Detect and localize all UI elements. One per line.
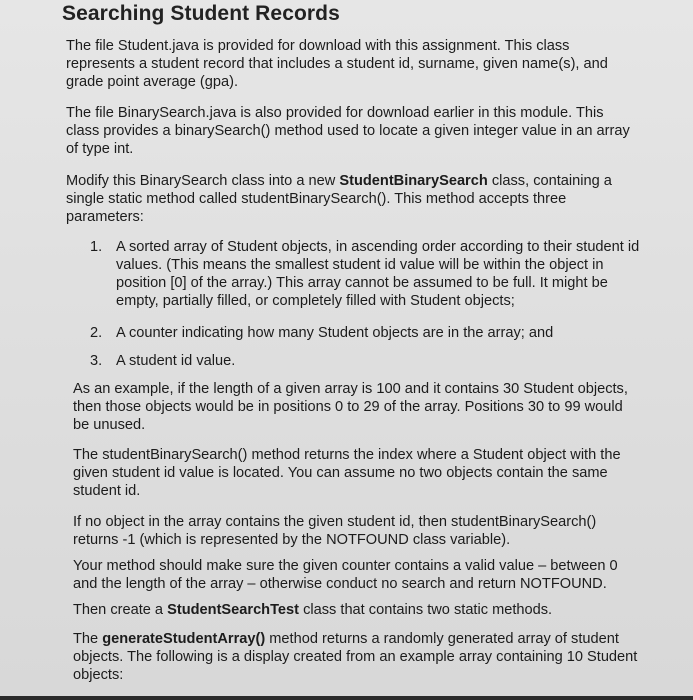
text-line: student id. <box>73 483 141 499</box>
class-name-bold: StudentSearchTest <box>167 602 300 618</box>
paragraph-student-file <box>66 37 608 91</box>
text-line <box>66 172 612 190</box>
text-line: Your method should make sure the given counter contains a valid value – between 0 <box>73 558 618 574</box>
text-line: then those objects would be in positions 0 to 29 of the array. Positions 30 to 99 would <box>73 399 623 415</box>
list-number: 1. <box>90 239 103 255</box>
text-line: given student id value is located. You can assume no two objects contain the same <box>73 465 608 481</box>
text-line: If no object in the array contains the given student id, then studentBinarySearch() <box>73 514 597 530</box>
list-item-text <box>116 238 639 310</box>
text-line: parameters: <box>66 209 144 225</box>
list-item-text <box>116 352 235 370</box>
text-span: Modify this BinarySearch class into a new <box>66 173 340 189</box>
text-line: and the length of the array – otherwise conduct no search and return NOTFOUND. <box>73 576 607 592</box>
text-line: single static method called studentBinarySearch(). This method accepts three <box>66 191 567 207</box>
text-line: objects. The following is a display created from an example array containing 10 Student <box>73 649 638 665</box>
list-number: 2. <box>90 325 103 341</box>
text-span: class that contains two static methods. <box>299 602 553 618</box>
list-item-text <box>116 324 553 342</box>
paragraph-binarysearch-file <box>66 104 630 158</box>
text-line: be unused. <box>73 417 146 433</box>
text-line: The studentBinarySearch() method returns the index where a Student object with the <box>73 447 621 463</box>
bottom-divider <box>0 696 693 700</box>
text-span: class, containing a <box>487 173 612 189</box>
text-line: A student id value. <box>116 353 236 369</box>
text-line: class provides a binarySearch() method used to locate a given integer value in an array <box>66 123 630 139</box>
text-span: Then create a <box>73 602 168 618</box>
page-title: Searching Student Records <box>62 2 340 25</box>
text-span: The <box>73 631 103 647</box>
paragraph-validate-counter <box>73 557 618 593</box>
text-span: method returns a randomly generated array of student <box>265 631 619 647</box>
text-line: The file Student.java is provided for download with this assignment. This class <box>66 38 570 54</box>
text-line <box>73 630 637 648</box>
text-line: A sorted array of Student objects, in ascending order according to their student id <box>116 239 640 255</box>
paragraph-generate-array <box>73 630 637 684</box>
paragraph-return-index <box>73 446 621 500</box>
paragraph-modify-class <box>66 172 612 226</box>
paragraph-example <box>73 380 628 434</box>
text-line: grade point average (gpa). <box>66 74 238 90</box>
text-line: returns -1 (which is represented by the NOTFOUND class variable). <box>73 532 511 548</box>
text-line: empty, partially filled, or completely filled with Student objects; <box>116 293 515 309</box>
text-line: The file BinarySearch.java is also provided for download earlier in this module. This <box>66 105 604 121</box>
text-line: As an example, if the length of a given array is 100 and it contains 30 Student objects, <box>73 381 628 397</box>
text-line: objects: <box>73 667 124 683</box>
text-line: represents a student record that includes a student id, surname, given name(s), and <box>66 56 608 72</box>
text-line: position [0] of the array.) This array cannot be assumed to be full. It might be <box>116 275 608 291</box>
class-name-bold: StudentBinarySearch <box>339 173 488 189</box>
paragraph-not-found <box>73 513 596 549</box>
paragraph-search-test <box>73 601 552 619</box>
text-line: of type int. <box>66 141 134 157</box>
text-line <box>73 601 552 619</box>
text-line: A counter indicating how many Student objects are in the array; and <box>116 325 554 341</box>
method-name-bold: generateStudentArray() <box>102 631 266 647</box>
text-line: values. (This means the smallest student id value will be within the object in <box>116 257 604 273</box>
list-number: 3. <box>90 353 103 369</box>
